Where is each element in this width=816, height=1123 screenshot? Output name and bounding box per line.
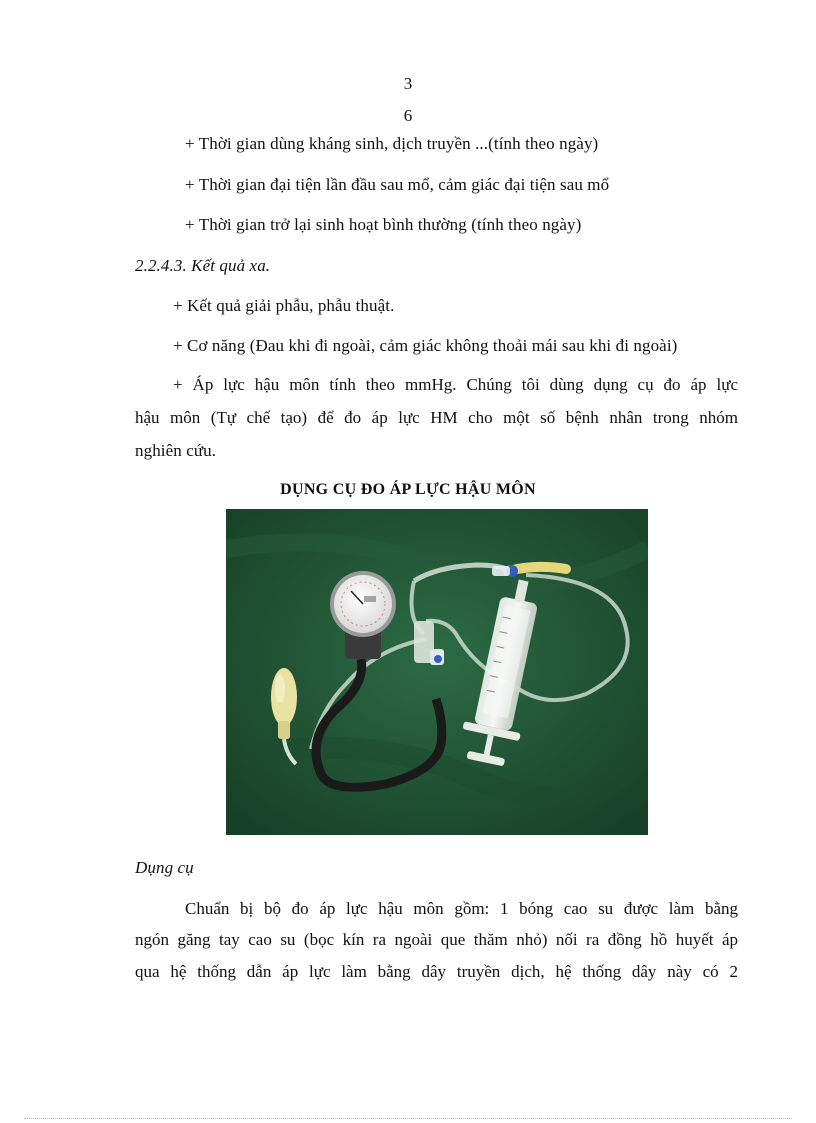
page-bottom-rule [24, 1118, 792, 1119]
list-item: + Thời gian trở lại sinh hoạt bình thường (tính theo ngày) [185, 215, 582, 234]
page-number-line-2: 6 [403, 106, 413, 125]
figure-label: Dụng cụ [135, 858, 194, 877]
paragraph-line: ngón găng tay cao su (bọc kín ra ngoài que thăm nhỏ) nối ra đồng hồ huyết áp [135, 930, 738, 949]
figure-caption: DỤNG CỤ ĐO ÁP LỰC HẬU MÔN [280, 481, 536, 498]
paragraph-line: hậu môn (Tự chế tạo) để đo áp lực HM cho một số bệnh nhân trong nhóm [135, 408, 738, 427]
paragraph-line: nghiên cứu. [135, 441, 217, 460]
list-item: + Thời gian đại tiện lần đầu sau mổ, cảm giác đại tiện sau mổ [185, 175, 610, 194]
paragraph-line: + Áp lực hậu môn tính theo mmHg. Chúng tôi dùng dụng cụ đo áp lực [173, 375, 738, 394]
list-item: + Cơ năng (Đau khi đi ngoài, cảm giác không thoải mái sau khi đi ngoài) [173, 336, 678, 355]
paragraph-line: qua hệ thống dẫn áp lực làm bằng dây truyền dịch, hệ thống dây này có 2 [135, 962, 738, 981]
paragraph-line: Chuẩn bị bộ đo áp lực hậu môn gồm: 1 bóng cao su được làm bằng [185, 899, 738, 918]
page-number-line-1: 3 [403, 74, 413, 93]
section-heading: 2.2.4.3. Kết quả xa. [135, 256, 271, 275]
instrument-photo-drawing [226, 509, 648, 835]
list-item: + Kết quả giải phẫu, phẫu thuật. [173, 296, 395, 315]
instrument-photo [226, 509, 648, 835]
list-item: + Thời gian dùng kháng sinh, dịch truyền ...(tính theo ngày) [185, 134, 599, 153]
